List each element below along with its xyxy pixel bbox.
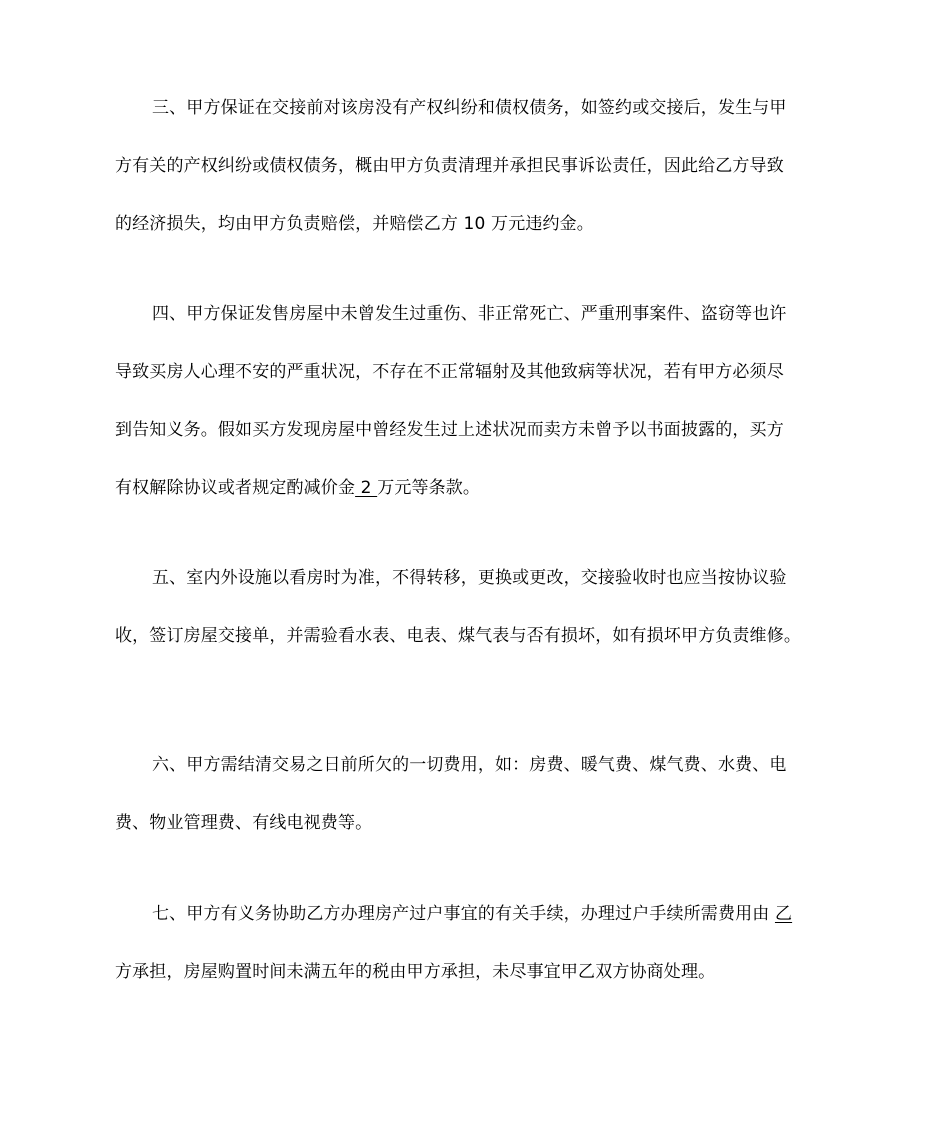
clause-3-line-2: 方有关的产权纠纷或债权债务，概由甲方负责清理并承担民事诉讼责任，因此给乙方导致 [115, 156, 784, 176]
clause-6-line-2: 费、物业管理费、有线电视费等。 [115, 813, 373, 833]
clause-4-line-1: 四、甲方保证发售房屋中未曾发生过重伤、非正常死亡、严重刑事案件、盗窃等也许 [152, 304, 787, 324]
clause-5-line-1: 五、室内外设施以看房时为准，不得转移，更换或更改，交接验收时也应当按协议验 [152, 568, 787, 588]
clause-4-line-2: 导致买房人心理不安的严重状况，不存在不正常辐射及其他致病等状况，若有甲方必须尽 [115, 362, 784, 382]
clause-6-line-1: 六、甲方需结清交易之日前所欠的一切费用，如：房费、暖气费、煤气费、水费、电 [152, 755, 787, 775]
clause-3-line-1: 三、甲方保证在交接前对该房没有产权纠纷和债权债务，如签约或交接后，发生与甲 [152, 98, 787, 118]
clause-5-line-2: 收，签订房屋交接单，并需验看水表、电表、煤气表与否有损坏，如有损坏甲方负责维修。 [115, 626, 801, 646]
clause-7-line-1 [152, 903, 792, 925]
clause-4-line-3: 到告知义务。假如买方发现房屋中曾经发生过上述状况而卖方未曾予以书面披露的，买方 [115, 420, 784, 440]
clause-7-line-2: 方承担，房屋购置时间未满五年的税由甲方承担，未尽事宜甲乙双方协商处理。 [115, 962, 716, 982]
clause-4-line-4-text-after: 万元等条款。 [377, 478, 481, 498]
clause-7-line-1-text: 七、甲方有义务协助乙方办理房产过户事宜的有关手续，办理过户手续所需费用由 [152, 904, 775, 924]
clause-3-line-3: 的经济损失，均由甲方负责赔偿，并赔偿乙方 10 万元违约金。 [115, 214, 594, 234]
clause-4-line-4 [115, 477, 480, 499]
clause-4-amount-underlined: 2 [355, 478, 378, 498]
clause-7-party-underlined: 乙 [774, 904, 793, 924]
clause-4-line-4-text-before: 有权解除协议或者规定酌减价金 [115, 478, 356, 498]
